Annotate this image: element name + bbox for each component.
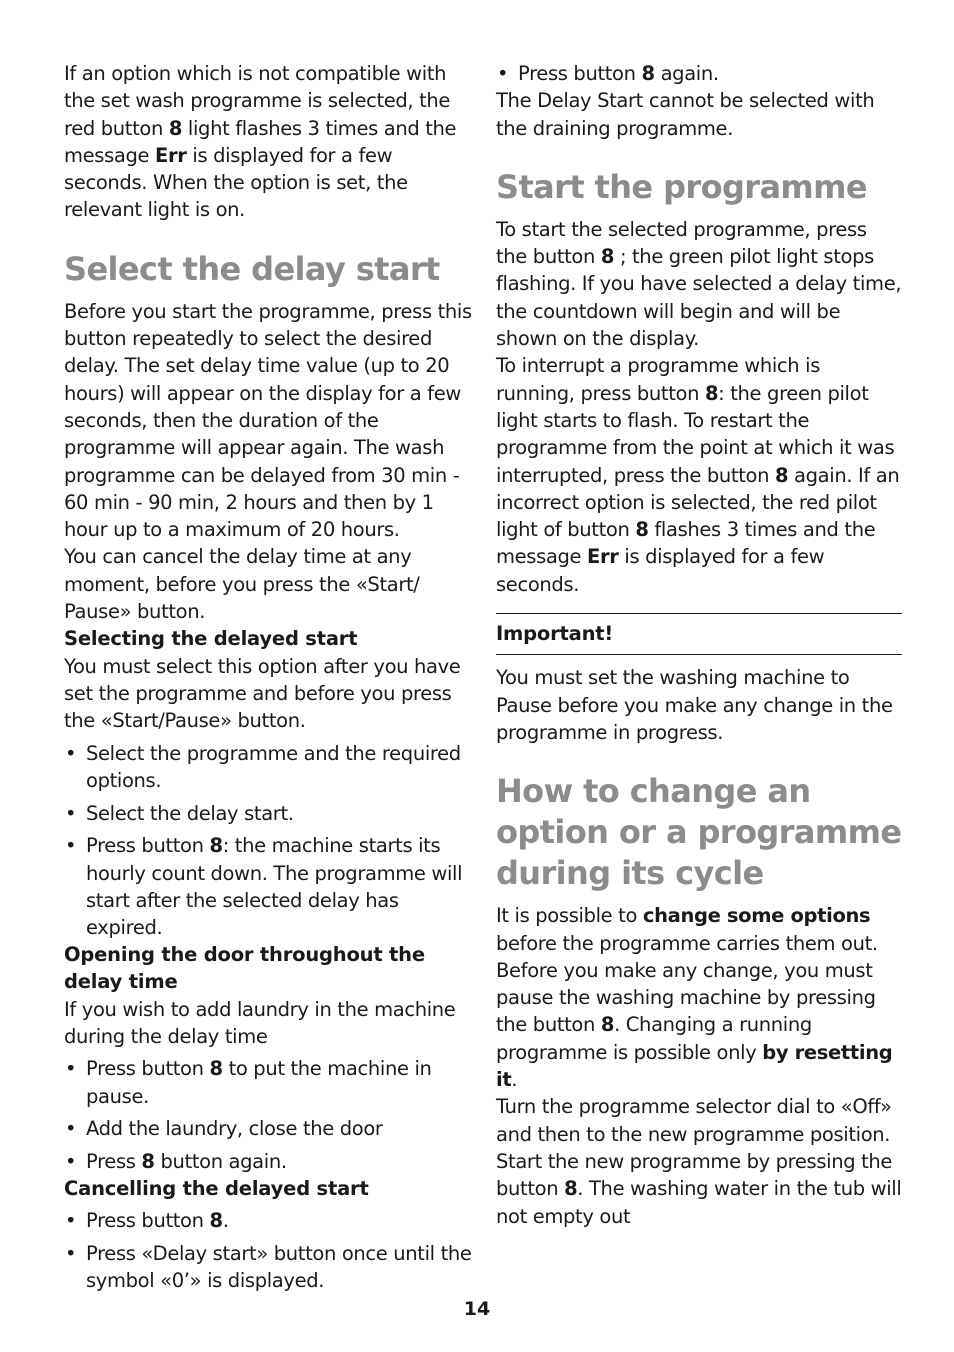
left-column — [64, 60, 472, 1300]
continued-list — [496, 60, 902, 87]
delay-paragraph-1: Before you start the programme, press this button repeatedly to select the desired delay. The set delay time value (up to 20 hours) will appear on the display for a few seconds, then the duration of the programme will appear again. The wash programme can be delayed from 30 min - 60 min - 90 min, 2 hours and then by 1 hour up to a maximum of 20 hours. — [64, 299, 472, 542]
page-number: 14 — [463, 1298, 491, 1320]
start-paragraph-1: To start the selected programme, press the button 8 ; the green pilot light stops flashing. If you have selected a delay time, the countdown will begin and will be shown on the display. — [496, 217, 902, 351]
important-paragraph: You must set the washing machine to Pause before you make any change in the programme in progress. — [496, 666, 893, 744]
list-item: • Press 8 button again. — [64, 1148, 472, 1175]
right-column — [496, 60, 902, 1230]
list-item: • Press button 8 to put the machine in pause. — [64, 1055, 472, 1110]
list-item: • Select the delay start. — [64, 800, 472, 827]
important-box — [496, 613, 902, 655]
start-paragraph-2: To interrupt a programme which is running, press button 8: the green pilot light starts to flash. To restart the programme from the point at which it was interrupted, press the button 8 again. If an incorrect option is selected, the red pilot light of button 8 flashes 3 times and the message Err is displayed for a few seconds. — [496, 354, 900, 596]
delay-paragraph-2: You can cancel the delay time at any moment, before you press the «Start/ Pause» button. — [64, 545, 420, 624]
subheading-opening-door: Opening the door throughout the delay time — [64, 943, 425, 994]
heading-select-delay-start: Select the delay start — [64, 249, 440, 288]
list-item: • Press button 8. — [64, 1207, 472, 1234]
selecting-list — [64, 740, 472, 942]
selecting-paragraph: You must select this option after you have set the programme and before you press the «Start/Pause» button. — [64, 654, 461, 733]
list-item: • Press button 8: the machine starts its hourly count down. The programme will start after the selected delay has expired. — [64, 832, 472, 941]
heading-start-programme: Start the programme — [496, 167, 868, 206]
opening-paragraph: If you wish to add laundry in the machine during the delay time — [64, 997, 456, 1048]
subheading-cancelling-delayed-start: Cancelling the delayed start — [64, 1176, 369, 1200]
delay-draining-note: The Delay Start cannot be selected with the draining programme. — [496, 89, 875, 140]
important-title: Important! — [496, 622, 614, 646]
list-item: • Press «Delay start» button once until the symbol «0’» is displayed. — [64, 1240, 472, 1295]
list-item: • Press button 8 again. — [496, 60, 902, 87]
intro-paragraph: If an option which is not compatible with the set wash programme is selected, the red button 8 light flashes 3 times and the message Err is displayed for a few seconds. When the option is set, the relevant light is on. — [64, 62, 457, 222]
list-item: • Add the laundry, close the door — [64, 1115, 472, 1142]
list-item: • Select the programme and the required options. — [64, 740, 472, 795]
change-paragraph-2: Turn the programme selector dial to «Off» and then to the new programme position. Start the new programme by pressing the button 8. The washing water in the tub will not empty out — [496, 1095, 902, 1228]
cancel-list — [64, 1207, 472, 1294]
subheading-selecting-delayed-start: Selecting the delayed start — [64, 627, 358, 651]
change-paragraph-1: It is possible to change some options before the programme carries them out. Before you make any change, you must pause the washing machine by pressing the button 8. Changing a running programme is possible only by resetting it. — [496, 904, 893, 1092]
opening-list — [64, 1055, 472, 1175]
heading-change-option: How to change an option or a programme during its cycle — [496, 772, 902, 893]
